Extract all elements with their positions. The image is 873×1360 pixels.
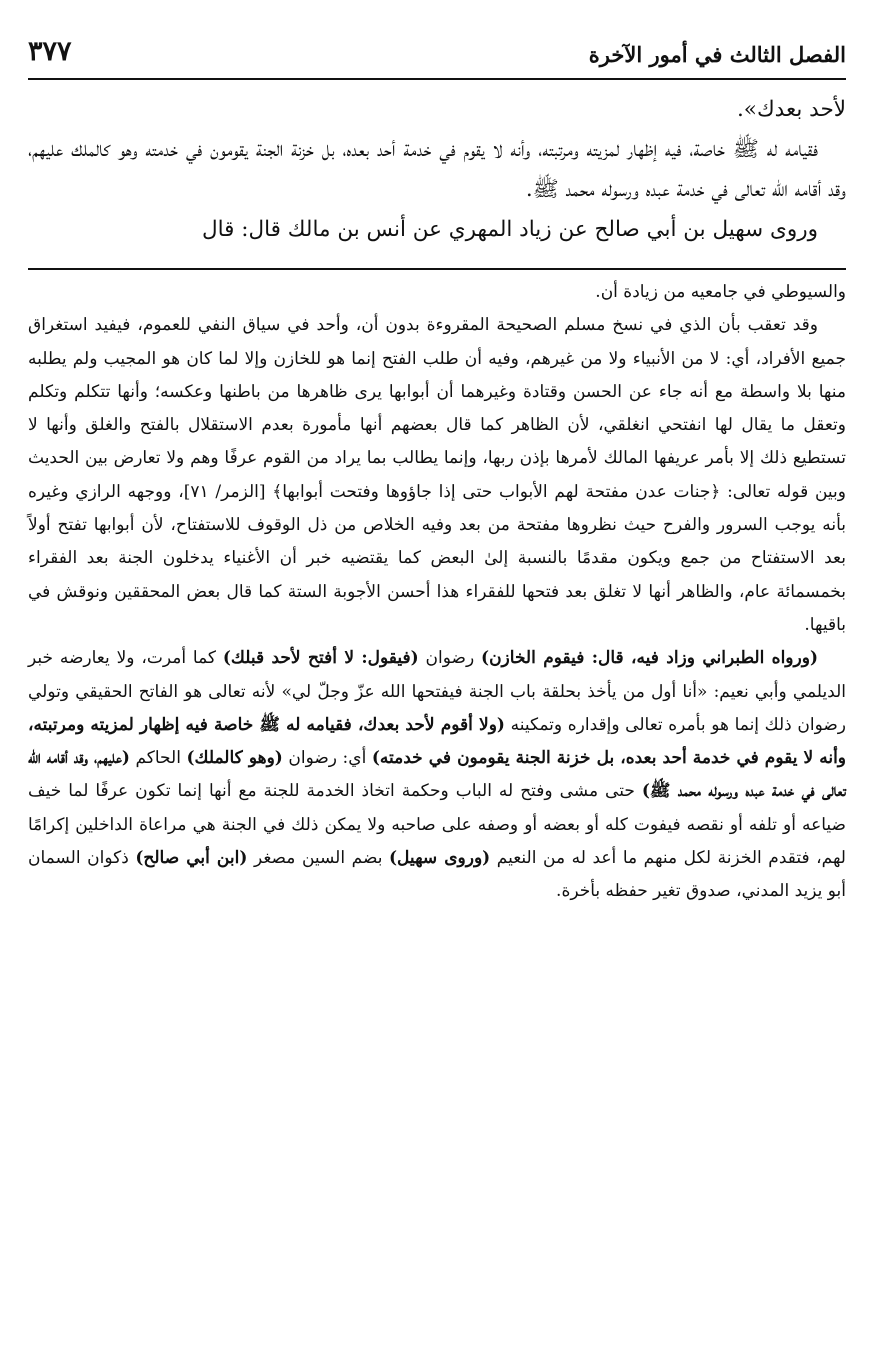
commentary-text: الحاكم [129, 748, 187, 769]
quoted-matn: (ورواه الطبراني وزاد فيه، قال: فيقوم الخازن) [481, 648, 818, 669]
commentary-paragraph [28, 642, 846, 908]
commentary-text: رضوان [418, 648, 482, 669]
quoted-matn: (عليهم، وقد أقامه الله تعالى في خدمة عبده ورسوله محمد ﷺ) [28, 748, 846, 802]
main-text [28, 90, 846, 250]
main-text-paragraph: فقيامه له ﷺ خاصة، فيه إظهار لمزيته ومرتبته، وأنه لا يقوم في خدمة أحد بعده، بل خزنة الجنة يقومون في خدمته وهو كالملك عليهم، وقد أقامه الله تعالى في خدمة عبده ورسوله محمد ﷺ. [28, 137, 846, 202]
book-page [28, 28, 846, 909]
commentary [28, 276, 846, 909]
commentary-text: ذكوان السمان أبو يزيد المدني، صدوق تغير حفظه بأخرة. [28, 848, 846, 902]
main-text-paragraph: وروى سهيل بن أبي صالح عن زياد المهري عن أنس بن مالك قال: قال [201, 217, 818, 242]
quoted-matn: (وهو كالملك) [186, 748, 283, 769]
commentary-text: حتى مشى وفتح له الباب وحكمة اتخاذ الخدمة للجنة مع أنها إنما تكون عرفًا لما خيف ضياعه أو تلفه أو نقصه فيفوت كله أو بعضه أو وصفه على صاحبه ولا يمكن ذلك في الجنة هي مراعاة الداخلين إكرامًا لهم، فتقدم الخزنة لكل منهم ما أعد له من النعيم [28, 781, 846, 869]
text-divider [28, 268, 846, 270]
page-number: ٣٧٧ [28, 36, 72, 67]
commentary-paragraph: والسيوطي في جامعيه من زيادة أن. [595, 282, 846, 302]
commentary-text: بضم السين مصغر [247, 848, 390, 869]
commentary-paragraph: وقد تعقب بأن الذي في نسخ مسلم الصحيحة المقروءة بدون أن، وأحد في سياق النفي للعموم، فيفيد استغراق جميع الأفراد، أي: لا من الأنبياء ولا من غيرهم، وفيه أن طلب الفتح إنما هو للخازن وإلا لما كان هو المجيب ولم يطلبه منها بلا واسطة مع أنه جاء عن الحسن وقتادة وغيرهما أن أبوابها يرى ظاهرها من باطنها وعكسه؛ وأنها تتكلم وتكلم وتعقل ما يقال لها انفتحي انغلقي، لأن الظاهر كما قال بعضهم أنها مأمورة بعدم الاستقلال بالفتح والغلق وأنها لا تستطيع ذلك إلا بأمر عريفها المالك لأمرها بإذن ربها، وإنما يطالب بما يراد من القوم عرفًا وهم ولا تعارض بين الحديث وبين قوله تعالى: ﴿جنات عدن مفتحة لهم الأبواب حتى إذا جاؤوها وفتحت أبوابها﴾ [الزمر/ ٧١]، ووجهه الرازي وغيره بأنه يوجب السرور والفرح حيث نظروها مفتحة من بعد وفيه الخلاص من ذل الوقوف للاستفتاح، لأن أبوابها تفتح أولاً بعد الاستفتاح من جمع ويكون مقدمًا بالنسبة إلىٰ البعض كما يقتضيه خبر أن الأغنياء يدخلون الجنة بعد الفقراء بخمسمائة عام، والظاهر أنها لا تغلق بعد فتحها للفقراء هذا أحسن الأجوبة الستة كما قال بعض المحققين ونوقش في باقيها. [28, 315, 847, 635]
quoted-matn: (ابن أبي صالح) [135, 848, 248, 869]
main-text-line: لأحد بعدك». [736, 97, 846, 122]
quoted-matn: (فيقول: لا أفتح لأحد قبلك) [222, 648, 419, 669]
quoted-matn: (ولا أقوم لأحد بعدك، فقيامه له ﷺ خاصة فيه إظهار لمزيته ومرتبته، وأنه لا يقوم في خدمة أحد بعده، بل خزنة الجنة يقومون في خدمته) [28, 714, 847, 769]
commentary-text: كما أمرت، ولا يعارضه خبر الديلمي وأبي نعيم: «أنا أول من يأخذ بحلقة باب الجنة فيفتحها الله عزّ وجلّ لي» لأنه تعالى هو الفاتح الحقيقي وتولي رضوان ذلك إنما هو بأمره تعالى وإقداره وتمكينه [28, 648, 846, 735]
page-header [28, 28, 846, 80]
quoted-matn: (وروى سهيل) [389, 848, 491, 869]
commentary-text: أي: رضوان [282, 748, 372, 769]
running-title: الفصل الثالث في أمور الآخرة [588, 42, 846, 67]
